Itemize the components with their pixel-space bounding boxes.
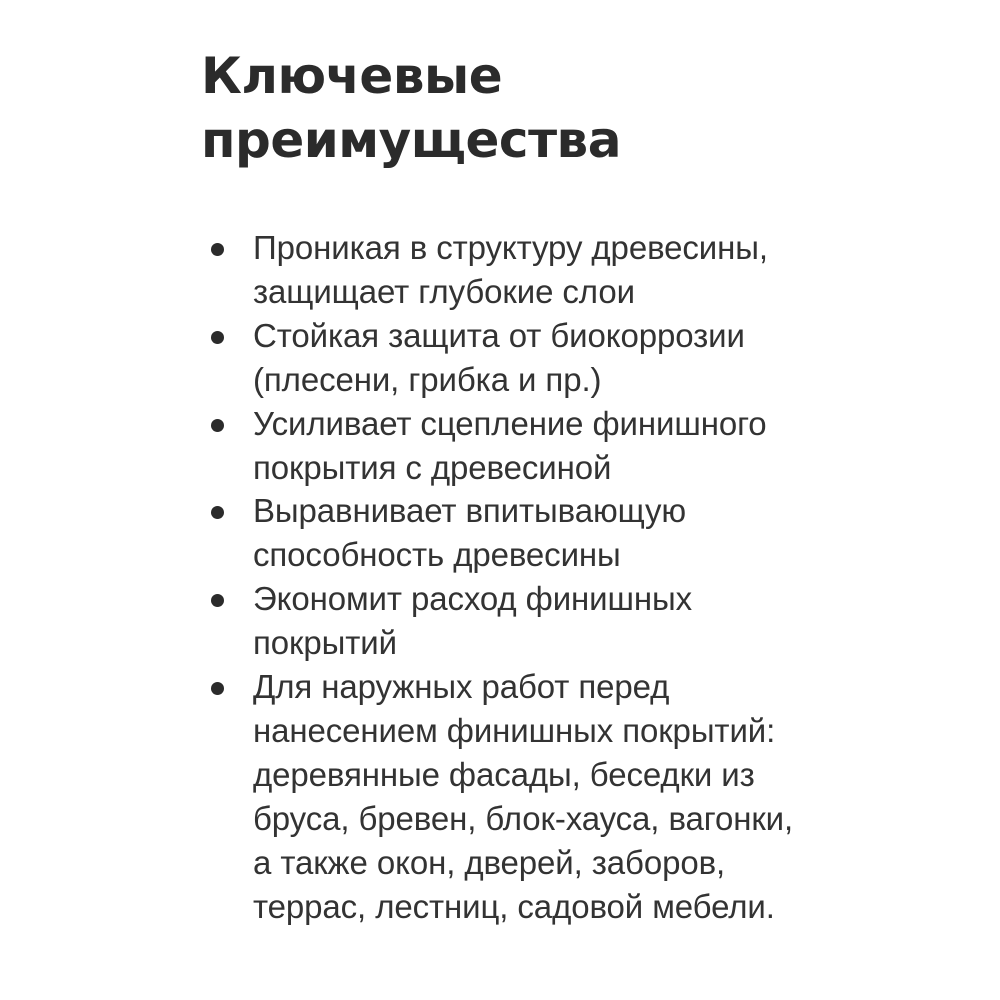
benefit-text-line: нанесением финишных покрытий: (253, 711, 776, 749)
benefit-text-line: защищает глубокие слои (253, 272, 635, 310)
benefit-item-biocorrosion (210, 314, 850, 402)
bullet-icon (211, 419, 224, 432)
bullet-icon (211, 243, 224, 256)
benefit-text-line: Усиливает сцепление финишного (253, 404, 767, 442)
benefit-item-penetration (210, 226, 850, 314)
page-title (201, 44, 621, 172)
benefit-text-line: способность древесины (253, 536, 621, 574)
title-line-1: Ключевые (201, 47, 503, 105)
benefit-item-absorption (210, 489, 850, 577)
benefit-text-line: а также окон, дверей, заборов, (253, 843, 726, 881)
bullet-icon (211, 594, 224, 607)
benefit-text-line: террас, лестниц, садовой мебели. (253, 887, 775, 925)
title-line-2: преимущества (201, 111, 621, 169)
benefit-text-line: бруса, бревен, блок-хауса, вагонки, (253, 799, 794, 837)
benefit-text-line: Экономит расход финишных (253, 580, 693, 618)
benefits-list (210, 226, 850, 929)
benefit-text-line: (плесени, грибка и пр.) (253, 360, 602, 398)
benefit-item-exterior-use (210, 665, 850, 928)
benefit-text-line: покрытий (253, 624, 397, 662)
benefit-item-economy (210, 577, 850, 665)
benefit-text-line: покрытия с древесиной (253, 448, 612, 486)
bullet-icon (211, 506, 224, 519)
benefit-text-line: Выравнивает впитывающую (253, 492, 687, 530)
benefit-text-line: Для наружных работ перед (253, 668, 670, 706)
bullet-icon (211, 331, 224, 344)
benefit-item-adhesion (210, 402, 850, 490)
bullet-icon (211, 682, 224, 695)
benefit-text-line: деревянные фасады, беседки из (253, 755, 755, 793)
benefit-text-line: Проникая в структуру древесины, (253, 229, 768, 266)
benefit-text-line: Стойкая защита от биокоррозии (253, 316, 745, 354)
